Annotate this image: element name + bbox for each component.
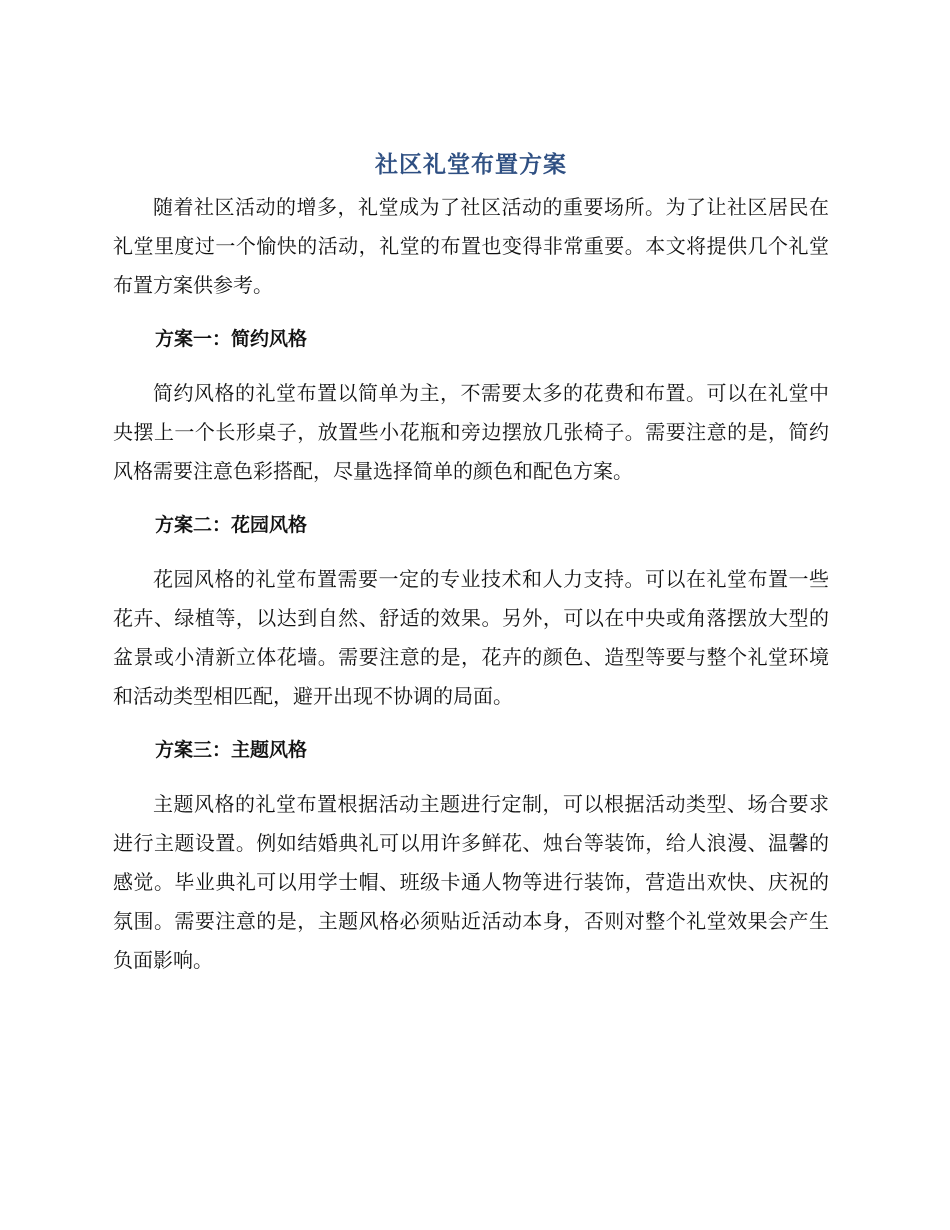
document-content (113, 142, 829, 980)
section-2-heading: 方案二：花园风格 (155, 514, 308, 536)
section-1-heading: 方案一：简约风格 (155, 328, 308, 350)
section-1-body: 简约风格的礼堂布置以简单为主，不需要太多的花费和布置。可以在礼堂中央摆上一个长形桌子，放置些小花瓶和旁边摆放几张椅子。需要注意的是，简约风格需要注意色彩搭配，尽量选择简单的颜色和配色方案。 (113, 381, 829, 483)
document-title: 社区礼堂布置方案 (375, 152, 567, 178)
intro-paragraph: 随着社区活动的增多，礼堂成为了社区活动的重要场所。为了让社区居民在礼堂里度过一个愉快的活动，礼堂的布置也变得非常重要。本文将提供几个礼堂布置方案供参考。 (113, 195, 829, 297)
section-2-body: 花园风格的礼堂布置需要一定的专业技术和人力支持。可以在礼堂布置一些花卉、绿植等，以达到自然、舒适的效果。另外，可以在中央或角落摆放大型的盆景或小清新立体花墙。需要注意的是，花卉的颜色、造型等要与整个礼堂环境和活动类型相匹配，避开出现不协调的局面。 (113, 567, 829, 708)
section-3-heading: 方案三：主题风格 (155, 739, 308, 761)
section-3-body: 主题风格的礼堂布置根据活动主题进行定制，可以根据活动类型、场合要求进行主题设置。例如结婚典礼可以用许多鲜花、烛台等装饰，给人浪漫、温馨的感觉。毕业典礼可以用学士帽、班级卡通人物等进行装饰，营造出欢快、庆祝的氛围。需要注意的是，主题风格必须贴近活动本身，否则对整个礼堂效果会产生负面影响。 (113, 792, 829, 972)
